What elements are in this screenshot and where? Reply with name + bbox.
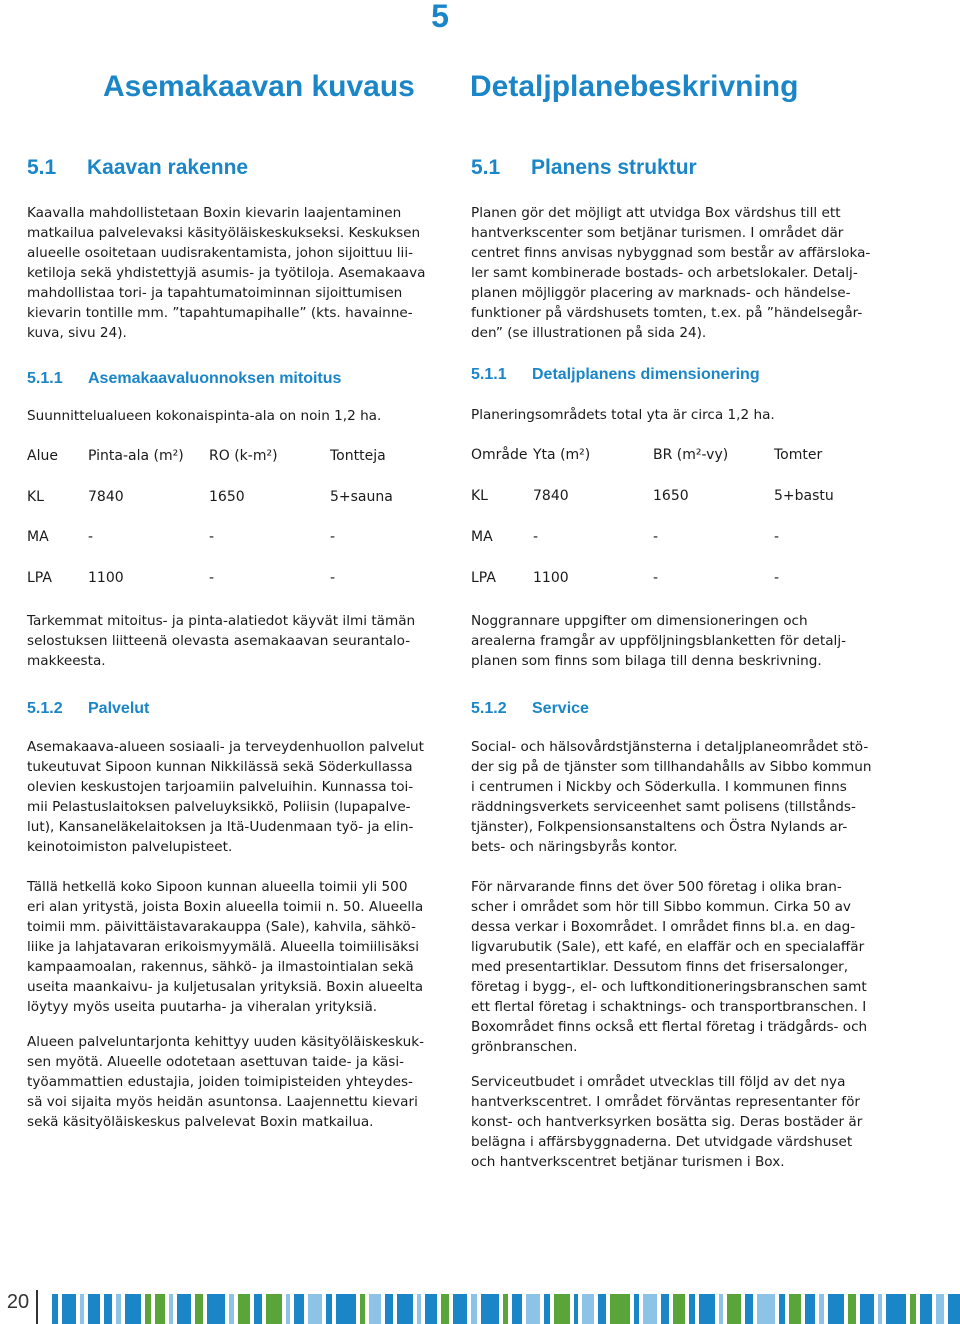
section-number: 5.1.1 — [471, 366, 507, 383]
stripe — [62, 1294, 76, 1324]
text-line: den” (se illustrationen på sida 24). — [471, 325, 707, 341]
stripe — [661, 1294, 669, 1324]
table-header-row — [27, 448, 457, 468]
table-cell: RO (k-m²) — [209, 448, 278, 464]
stripe — [848, 1294, 856, 1324]
paragraph-planens-struktur — [471, 203, 911, 343]
section-number: 5.1 — [27, 156, 57, 179]
text-line: der sig på de tjänster som tillhandahålls av Sibbo kommun — [471, 759, 872, 775]
stripe — [397, 1294, 413, 1324]
stripe — [860, 1294, 874, 1324]
table-cell: KL — [27, 489, 44, 505]
text-line: med presentartiklar. Dessutom finns det frisersalonger, — [471, 959, 849, 975]
text-line: bets- och näringsbyrås kontor. — [471, 839, 678, 855]
stripe — [169, 1294, 173, 1324]
table-cell: - — [653, 570, 659, 586]
section-number: 5.1.2 — [471, 700, 507, 717]
text-line: grönbranschen. — [471, 1039, 578, 1055]
table-cell: Område — [471, 447, 528, 463]
stripe — [948, 1294, 960, 1324]
section-title: Detaljplanens dimensionering — [532, 366, 760, 383]
text-line: funktioner på värdshusets tomten, t.ex. på ”händelsegår- — [471, 305, 863, 321]
stripe — [326, 1294, 332, 1324]
stripe — [673, 1294, 685, 1324]
text-line: ler samt kombinerade bostads- och arbetslokaler. Detalj- — [471, 265, 858, 281]
paragraph-service-2 — [471, 877, 911, 1057]
page-title-sv: Detaljplanebeskrivning — [470, 70, 799, 103]
stripe — [727, 1294, 741, 1324]
stripe — [554, 1294, 570, 1324]
stripe — [819, 1294, 824, 1324]
text-line: makkeesta. — [27, 653, 106, 669]
stripe — [719, 1294, 723, 1324]
stripe — [745, 1294, 753, 1324]
stripe — [526, 1294, 540, 1324]
table-row — [27, 489, 457, 509]
stripe — [155, 1294, 165, 1324]
table-cell: LPA — [471, 570, 496, 586]
text-line: Asemakaava-alueen sosiaali- ja terveydenhuollon palvelut — [27, 739, 424, 755]
stripe — [789, 1294, 801, 1324]
section-title: Planens struktur — [531, 156, 697, 179]
text-line: tukeutuvat Sipoon kunnan Nikkilässä sekä Söderkullassa — [27, 759, 413, 775]
paragraph-kaavan-rakenne — [27, 203, 467, 343]
stripe — [145, 1294, 151, 1324]
text-line: företag i bygg-, el- och luftkonditioneringsbranschen samt — [471, 979, 867, 995]
stripe — [544, 1294, 550, 1324]
stripe — [598, 1294, 606, 1324]
table-cell: 1100 — [533, 570, 569, 586]
stripe — [582, 1294, 594, 1324]
table-cell: BR (m²-vy) — [653, 447, 729, 463]
table-row — [27, 529, 457, 549]
stripe — [610, 1294, 630, 1324]
stripe — [503, 1294, 508, 1324]
text-line: Social- och hälsovårdstjänsterna i detaljplaneområdet stö- — [471, 739, 869, 755]
table-cell: - — [209, 529, 215, 545]
stripe — [936, 1294, 944, 1324]
table-row — [471, 529, 911, 549]
text-line: dessa verkar i Boxområdet. I området finns bl.a. en dag- — [471, 919, 856, 935]
stripe — [266, 1294, 282, 1324]
stripe — [910, 1294, 916, 1324]
table-cell: 7840 — [533, 488, 569, 504]
stripe — [116, 1294, 121, 1324]
text-line: ett flertal företag i schaktnings- och transportbranschen. I — [471, 999, 867, 1015]
table-cell: MA — [471, 529, 493, 545]
table-cell: KL — [471, 488, 488, 504]
stripe — [80, 1294, 84, 1324]
text-line: toimii mm. päivittäistavarakauppa (Sale), kahvila, sähkö- — [27, 919, 416, 935]
text-line: Tarkemmat mitoitus- ja pinta-alatiedot käyvät ilmi tämän — [27, 613, 416, 629]
table-row — [471, 570, 911, 590]
text-line: selostuksen liitteenä olevasta asemakaavan seurantalo- — [27, 633, 411, 649]
text-line: Tällä hetkellä koko Sipoon kunnan alueella toimii yli 500 — [27, 879, 408, 895]
text-line: Kaavalla mahdollistetaan Boxin kievarin laajentaminen — [27, 205, 402, 221]
section-heading-5-1-2-sv — [471, 700, 589, 718]
paragraph-service-3 — [471, 1072, 911, 1172]
stripe — [699, 1294, 715, 1324]
text-line: i centrumen i Nickby och Söderkulla. I kommunen finns — [471, 779, 847, 795]
table-cell: 1650 — [209, 489, 245, 505]
text-line: tjänster), Folkpensionsanstaltens och Östra Nylands ar- — [471, 819, 848, 835]
text-line: matkailua palvelevaksi käsityöläiskeskukseksi. Keskuksen — [27, 225, 421, 241]
stripe — [643, 1294, 657, 1324]
text-line: ketiloja sekä yhdistettyjä asumis- ja työtiloja. Asemakaava — [27, 265, 426, 281]
stripe — [360, 1294, 365, 1324]
text-line: hantverkscenter som betjänar turismen. I området där — [471, 225, 844, 241]
section-heading-5-1-fi — [27, 156, 248, 180]
stripe — [207, 1294, 225, 1324]
footer-page-number: 20 — [6, 1291, 30, 1313]
section-heading-5-1-1-fi — [27, 370, 341, 388]
text-line: mii Pelastuslaitoksen palveluyksikkö, Poliisin (lupapalve- — [27, 799, 411, 815]
table-cell: MA — [27, 529, 49, 545]
text-line: och hantverkscentret betjänar turismen i Box. — [471, 1154, 785, 1170]
stripe — [229, 1294, 234, 1324]
text-line: liike ja lahjatavaran erikoismyymälä. Alueella toimiilisäksi — [27, 939, 420, 955]
section-heading-5-1-2-fi — [27, 700, 149, 718]
stripe — [417, 1294, 421, 1324]
stripe — [886, 1294, 906, 1324]
stripe — [238, 1294, 250, 1324]
text-line: Serviceutbudet i området utvecklas till följd av det nya — [471, 1074, 846, 1090]
stripe — [336, 1294, 356, 1324]
table-cell: 1650 — [653, 488, 689, 504]
section-number: 5.1.1 — [27, 370, 63, 387]
text-line: planen möjliggör placering av marknads- och händelse- — [471, 285, 851, 301]
text-line: sä voi sijaita myös heidän asuntonsa. Laajennettu kievari — [27, 1094, 418, 1110]
section-title: Palvelut — [88, 700, 150, 717]
section-title: Asemakaavaluonnoksen mitoitus — [88, 370, 342, 387]
stripe — [195, 1294, 203, 1324]
text-line: useita maankaivu- ja kuljetusalan yrityksiä. Boxin alueelta — [27, 979, 424, 995]
paragraph-palvelut-2 — [27, 877, 467, 1017]
text-line: belägna i affärsbyggnaderna. Det utvidgade värdshuset — [471, 1134, 853, 1150]
table-cell: Alue — [27, 448, 58, 464]
table-cell: Tontteja — [330, 448, 386, 464]
stripe — [177, 1294, 191, 1324]
table-cell: 1100 — [88, 570, 124, 586]
table-header-row — [471, 447, 911, 467]
chapter-number: 5 — [431, 0, 449, 34]
paragraph-palvelut-1 — [27, 737, 467, 857]
stripe — [88, 1294, 100, 1324]
text-line: arealerna framgår av uppföljningsblanketten för detalj- — [471, 633, 847, 649]
text-line: Alueen palveluntarjonta kehittyy uuden käsityöläiskeskuk- — [27, 1034, 424, 1050]
table-cell: 5+sauna — [330, 489, 393, 505]
footer-divider — [36, 1290, 38, 1324]
table-row — [471, 488, 911, 508]
page-title-fi: Asemakaavan kuvaus — [103, 70, 415, 103]
text-line: Boxområdet finns också ett flertal företag i trädgårds- och — [471, 1019, 868, 1035]
text-line: alueelle osoitetaan uudisrakentamista, johon sijoittuu lii- — [27, 245, 414, 261]
stripe — [369, 1294, 381, 1324]
stripe — [441, 1294, 449, 1324]
table-cell: Pinta-ala (m²) — [88, 448, 184, 464]
text-line: Planen gör det möjligt att utvidga Box värdshus till ett — [471, 205, 841, 221]
stripe — [385, 1294, 393, 1324]
table-cell: - — [209, 570, 215, 586]
text-line: olevien keskustojen tarjoamiin palveluihin. Kunnassa toi- — [27, 779, 414, 795]
paragraph-palvelut-3 — [27, 1032, 467, 1132]
table-cell: - — [88, 529, 94, 545]
text-line: kampaamoalan, rakennus, sähkö- ja ilmastointialan sekä — [27, 959, 414, 975]
table-cell: 7840 — [88, 489, 124, 505]
stripe — [574, 1294, 578, 1324]
text-line: kievarin tontille mm. ”tapahtumapihalle” (kts. havainne- — [27, 305, 413, 321]
section-heading-5-1-sv — [471, 156, 697, 180]
stripe — [828, 1294, 844, 1324]
stripe — [512, 1294, 522, 1324]
stripe — [779, 1294, 785, 1324]
paragraph-service-1 — [471, 737, 911, 857]
text-line: kuva, sivu 24). — [27, 325, 127, 341]
stripe — [52, 1294, 58, 1324]
text-line: sekä käsityöläiskeskus palvelevat Boxin matkailua. — [27, 1114, 374, 1130]
stripe — [920, 1294, 932, 1324]
stripe — [481, 1294, 499, 1324]
section-title: Service — [532, 700, 589, 717]
stripe — [453, 1294, 467, 1324]
table-cell: - — [330, 529, 336, 545]
text-line: löytyy myös useita puutarha- ja viheralan yrityksiä. — [27, 999, 378, 1015]
table-cell: - — [533, 529, 539, 545]
table-cell: - — [330, 570, 336, 586]
section-number: 5.1 — [471, 156, 501, 179]
text-line: planen som finns som bilaga till denna beskrivning. — [471, 653, 822, 669]
area-intro-sv: Planeringsområdets total yta är circa 1,2 ha. — [471, 407, 775, 423]
text-line: scher i området som hör till Sibbo kommun. Cirka 50 av — [471, 899, 851, 915]
table-cell: 5+bastu — [774, 488, 834, 504]
table-cell: - — [653, 529, 659, 545]
stripe — [286, 1294, 290, 1324]
stripe — [294, 1294, 304, 1324]
stripe — [634, 1294, 639, 1324]
stripe — [471, 1294, 477, 1324]
text-line: keinotoimiston palvelupisteet. — [27, 839, 233, 855]
table-cell: Yta (m²) — [533, 447, 591, 463]
dimension-note-sv — [471, 611, 911, 671]
text-line: sen myötä. Alueelle odotetaan asettuvan taide- ja käsi- — [27, 1054, 405, 1070]
text-line: lut), Kansaneläkelaitoksen ja Itä-Uudenmaan työ- ja elin- — [27, 819, 414, 835]
table-cell: LPA — [27, 570, 52, 586]
stripe — [425, 1294, 437, 1324]
text-line: För närvarande finns det över 500 företag i olika bran- — [471, 879, 842, 895]
stripe — [878, 1294, 882, 1324]
section-heading-5-1-1-sv — [471, 366, 760, 384]
area-intro-fi: Suunnittelualueen kokonaispinta-ala on noin 1,2 ha. — [27, 408, 382, 424]
text-line: centret finns anvisas nybyggnad som består av affärsloka- — [471, 245, 871, 261]
text-line: mahdollistaa tori- ja tapahtumatoiminnan sijoittumisen — [27, 285, 403, 301]
table-cell: - — [774, 529, 780, 545]
stripe — [689, 1294, 695, 1324]
section-title: Kaavan rakenne — [87, 156, 249, 179]
text-line: konst- och hantverksyrken bosätta sig. Deras bostäder är — [471, 1114, 863, 1130]
stripe — [104, 1294, 112, 1324]
stripe — [757, 1294, 775, 1324]
text-line: työammattien edustajia, joiden toimipisteiden yhteydes- — [27, 1074, 413, 1090]
table-cell: - — [774, 570, 780, 586]
stripe — [125, 1294, 141, 1324]
table-row — [27, 570, 457, 590]
stripe — [254, 1294, 262, 1324]
text-line: eri alan yritystä, joista Boxin alueella toimii n. 50. Alueella — [27, 899, 424, 915]
text-line: Noggrannare uppgifter om dimensioneringen och — [471, 613, 808, 629]
text-line: ligvarubutik (Sale), ett kafé, en elaffär och en specialaffär — [471, 939, 865, 955]
stripe — [308, 1294, 322, 1324]
stripe — [805, 1294, 815, 1324]
text-line: räddningsverkets serviceenhet samt polisens (tillstånds- — [471, 799, 856, 815]
dimension-note-fi — [27, 611, 467, 671]
section-number: 5.1.2 — [27, 700, 63, 717]
table-cell: Tomter — [774, 447, 823, 463]
text-line: hantverkscentret. I området förväntas representanter för — [471, 1094, 861, 1110]
